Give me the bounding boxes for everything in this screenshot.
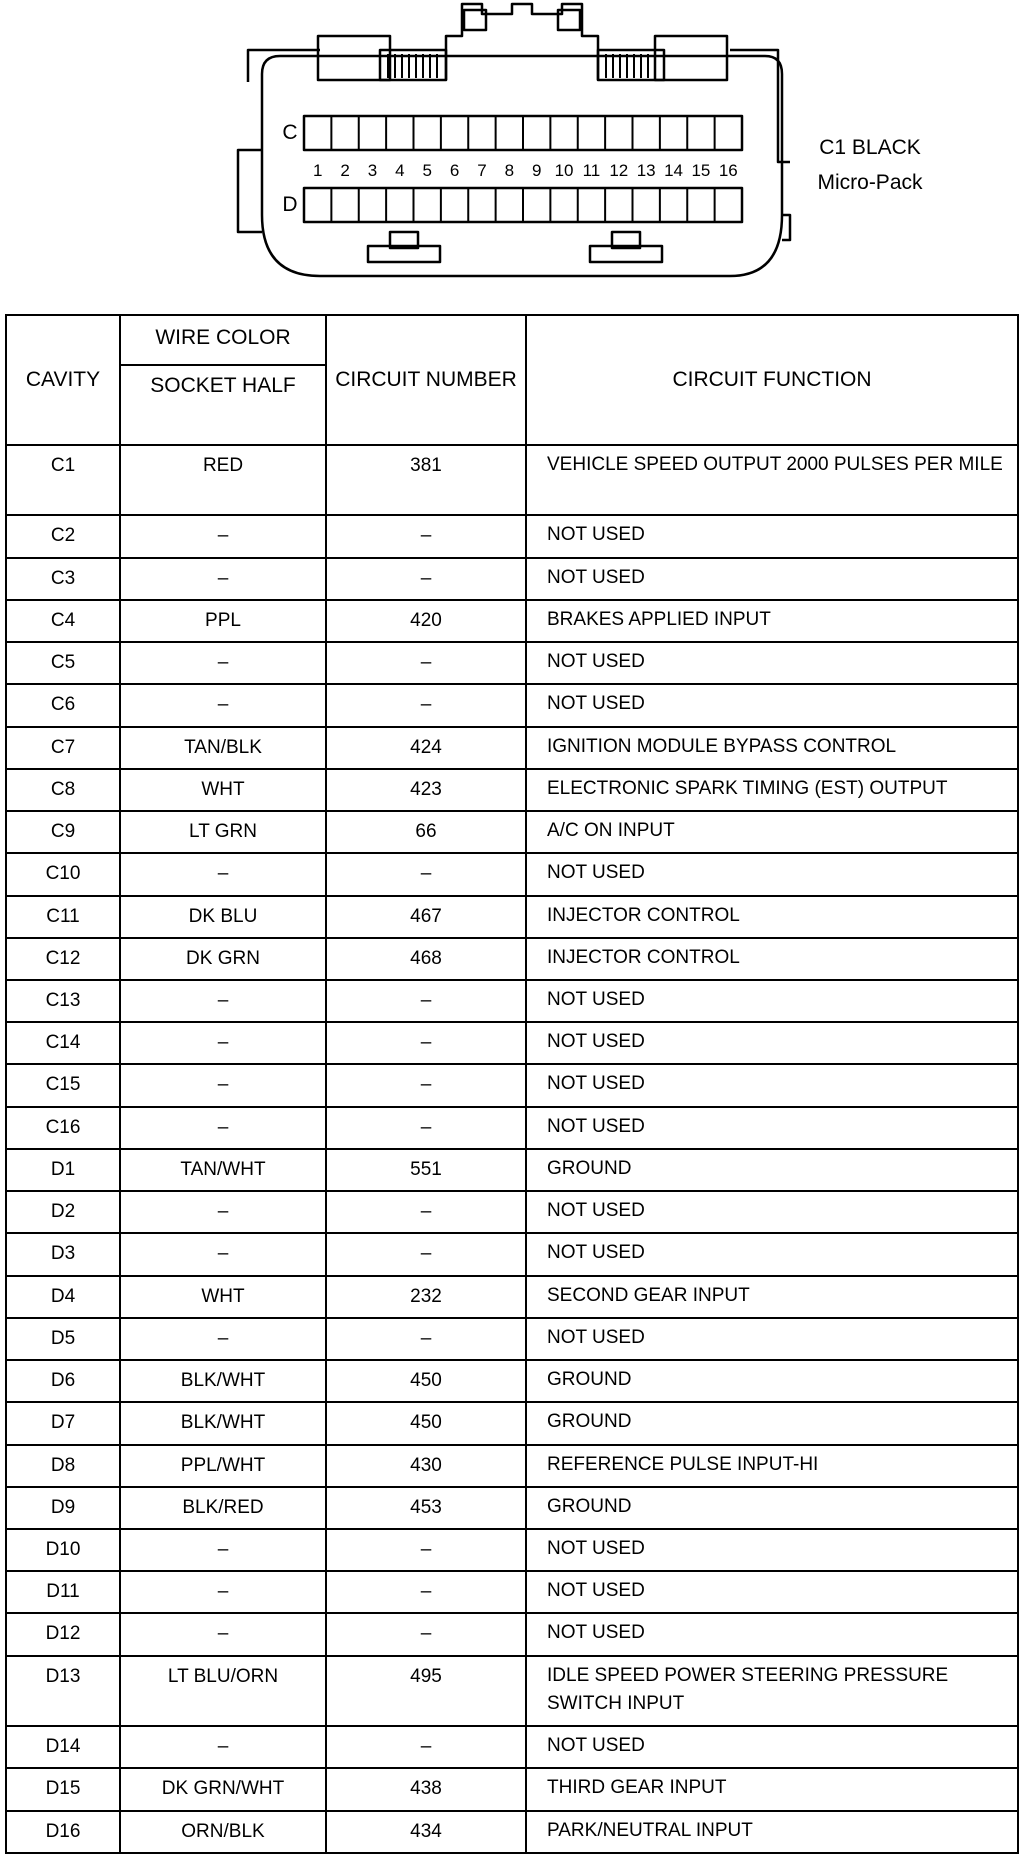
wire-color-cell: BLK/RED (120, 1487, 326, 1529)
connector-name: C1 BLACK (819, 136, 921, 159)
wire-color-cell: – (120, 1318, 326, 1360)
circuit-function-cell: NOT USED (526, 1613, 1018, 1655)
cavity-cell: D3 (6, 1233, 120, 1275)
table-row (6, 811, 1018, 853)
table-row (6, 769, 1018, 811)
circuit-function-cell: NOT USED (526, 1233, 1018, 1275)
cavity-cell: C1 (6, 445, 120, 515)
row-c-label: C (282, 121, 298, 144)
circuit-function-cell: INJECTOR CONTROL (526, 896, 1018, 938)
circuit-function-cell: NOT USED (526, 1064, 1018, 1106)
wire-color-cell: BLK/WHT (120, 1360, 326, 1402)
cavity-cell: D14 (6, 1726, 120, 1768)
wire-color-cell: DK GRN (120, 938, 326, 980)
table-row (6, 1318, 1018, 1360)
circuit-number-cell: – (326, 558, 526, 600)
cavity-cell: D9 (6, 1487, 120, 1529)
cavity-cell: C16 (6, 1107, 120, 1149)
circuit-number-cell: 423 (326, 769, 526, 811)
circuit-number-cell: 420 (326, 600, 526, 642)
header-wire-color (120, 315, 326, 445)
circuit-number-cell: 232 (326, 1276, 526, 1318)
cavity-cell: D4 (6, 1276, 120, 1318)
circuit-number-cell: – (326, 1022, 526, 1064)
wire-color-cell: RED (120, 445, 326, 515)
wire-color-cell: TAN/WHT (120, 1149, 326, 1191)
circuit-number-cell: 450 (326, 1402, 526, 1444)
cavity-cell: D13 (6, 1656, 120, 1726)
table-row (6, 558, 1018, 600)
table-row (6, 727, 1018, 769)
circuit-number-cell: – (326, 1318, 526, 1360)
circuit-function-cell: NOT USED (526, 642, 1018, 684)
table-row (6, 1022, 1018, 1064)
circuit-function-cell: ELECTRONIC SPARK TIMING (EST) OUTPUT (526, 769, 1018, 811)
wire-color-cell: BLK/WHT (120, 1402, 326, 1444)
circuit-function-cell: NOT USED (526, 1107, 1018, 1149)
table-row (6, 515, 1018, 557)
cavity-cell: C14 (6, 1022, 120, 1064)
table-row (6, 1233, 1018, 1275)
wire-color-cell: ORN/BLK (120, 1811, 326, 1853)
wire-color-cell: LT GRN (120, 811, 326, 853)
table-row (6, 445, 1018, 515)
pin-number: 9 (531, 161, 542, 180)
pin-number: 13 (636, 161, 656, 180)
pin-number: 4 (395, 161, 405, 180)
circuit-function-cell: SECOND GEAR INPUT (526, 1276, 1018, 1318)
cavity-cell: D8 (6, 1445, 120, 1487)
circuit-function-cell: IGNITION MODULE BYPASS CONTROL (526, 727, 1018, 769)
wire-color-cell: – (120, 1529, 326, 1571)
pin-number: 11 (582, 161, 601, 180)
wire-color-cell: – (120, 980, 326, 1022)
circuit-function-cell: NOT USED (526, 684, 1018, 726)
wire-color-cell: – (120, 1233, 326, 1275)
cavity-cell: D7 (6, 1402, 120, 1444)
table-row (6, 1529, 1018, 1571)
cavity-cell: C9 (6, 811, 120, 853)
cavity-cell: D6 (6, 1360, 120, 1402)
wire-color-cell: – (120, 558, 326, 600)
pin-number: 16 (718, 161, 738, 180)
pin-number: 5 (422, 161, 432, 180)
cavity-cell: D15 (6, 1768, 120, 1810)
circuit-number-cell: – (326, 684, 526, 726)
circuit-function-cell: NOT USED (526, 980, 1018, 1022)
center-lock (446, 4, 598, 80)
table-row (6, 938, 1018, 980)
circuit-number-cell: – (326, 853, 526, 895)
table-row (6, 1445, 1018, 1487)
circuit-function-cell: IDLE SPEED POWER STEERING PRESSURE SWITCH INPUT (526, 1656, 1018, 1726)
table-row (6, 1191, 1018, 1233)
table-row (6, 1613, 1018, 1655)
header-wire-color-label: WIRE COLOR (121, 316, 325, 366)
pin-number: 2 (340, 161, 350, 180)
table-row (6, 980, 1018, 1022)
cavity-cell: C12 (6, 938, 120, 980)
table-row (6, 1487, 1018, 1529)
circuit-function-cell: NOT USED (526, 515, 1018, 557)
latch-hatching (388, 54, 655, 78)
table-row (6, 1276, 1018, 1318)
circuit-function-cell: REFERENCE PULSE INPUT-HI (526, 1445, 1018, 1487)
table-row (6, 1107, 1018, 1149)
table-row (6, 1360, 1018, 1402)
cavity-cell: D2 (6, 1191, 120, 1233)
circuit-function-cell: NOT USED (526, 558, 1018, 600)
table-row (6, 1064, 1018, 1106)
cavity-cell: D1 (6, 1149, 120, 1191)
pinout-table (5, 314, 1019, 1854)
circuit-number-cell: – (326, 980, 526, 1022)
circuit-function-cell: NOT USED (526, 853, 1018, 895)
circuit-function-cell: THIRD GEAR INPUT (526, 1768, 1018, 1810)
circuit-function-cell: BRAKES APPLIED INPUT (526, 600, 1018, 642)
circuit-number-cell: 467 (326, 896, 526, 938)
header-socket-half: SOCKET HALF (150, 374, 296, 397)
table-row (6, 684, 1018, 726)
circuit-number-cell: – (326, 515, 526, 557)
circuit-number-cell: – (326, 1064, 526, 1106)
pin-number: 12 (609, 161, 629, 180)
circuit-number-cell: – (326, 1191, 526, 1233)
cavity-cell: C15 (6, 1064, 120, 1106)
connector-shell (248, 50, 790, 162)
wire-color-cell: TAN/BLK (120, 727, 326, 769)
circuit-number-cell: – (326, 642, 526, 684)
cavity-cell: C2 (6, 515, 120, 557)
pin-number: 7 (477, 161, 487, 180)
circuit-number-cell: 450 (326, 1360, 526, 1402)
cavity-cell: C13 (6, 980, 120, 1022)
wire-color-cell: – (120, 853, 326, 895)
circuit-number-cell: 438 (326, 1768, 526, 1810)
connector-left-tab (238, 150, 262, 232)
table-row (6, 853, 1018, 895)
pin-number: 6 (449, 161, 460, 180)
circuit-number-cell: 468 (326, 938, 526, 980)
circuit-number-cell: – (326, 1726, 526, 1768)
cavity-cell: D16 (6, 1811, 120, 1853)
wire-color-cell: – (120, 1571, 326, 1613)
wire-color-cell: DK BLU (120, 896, 326, 938)
table-row (6, 1811, 1018, 1853)
wire-color-cell: DK GRN/WHT (120, 1768, 326, 1810)
wire-color-cell: – (120, 1613, 326, 1655)
wire-color-cell: WHT (120, 1276, 326, 1318)
table-row (6, 642, 1018, 684)
circuit-function-cell: PARK/NEUTRAL INPUT (526, 1811, 1018, 1853)
table-row (6, 1768, 1018, 1810)
pinout-rows (6, 445, 1018, 1853)
circuit-number-cell: – (326, 1613, 526, 1655)
circuit-number-cell: – (326, 1233, 526, 1275)
cavity-cell: D5 (6, 1318, 120, 1360)
cavity-cell: C6 (6, 684, 120, 726)
cavity-cell: C7 (6, 727, 120, 769)
circuit-function-cell: NOT USED (526, 1191, 1018, 1233)
circuit-number-cell: – (326, 1571, 526, 1613)
table-row (6, 1402, 1018, 1444)
wire-color-cell: WHT (120, 769, 326, 811)
circuit-number-cell: 495 (326, 1656, 526, 1726)
circuit-number-cell: 66 (326, 811, 526, 853)
header-circuit-function: CIRCUIT FUNCTION (526, 315, 1018, 445)
circuit-function-cell: NOT USED (526, 1318, 1018, 1360)
wire-color-cell: – (120, 515, 326, 557)
circuit-number-cell: 430 (326, 1445, 526, 1487)
wire-color-cell: – (120, 1107, 326, 1149)
circuit-function-cell: GROUND (526, 1149, 1018, 1191)
pin-number: 1 (312, 161, 323, 180)
circuit-function-cell: A/C ON INPUT (526, 811, 1018, 853)
circuit-number-cell: 381 (326, 445, 526, 515)
cavity-cell: C3 (6, 558, 120, 600)
cavity-cell: D12 (6, 1613, 120, 1655)
pin-number: 3 (367, 161, 378, 180)
row-d-label: D (282, 193, 298, 216)
cavity-cell: C4 (6, 600, 120, 642)
circuit-function-cell: NOT USED (526, 1726, 1018, 1768)
circuit-function-cell: NOT USED (526, 1022, 1018, 1064)
circuit-number-cell: – (326, 1529, 526, 1571)
circuit-number-cell: 424 (326, 727, 526, 769)
wire-color-cell: – (120, 1726, 326, 1768)
circuit-number-cell: 453 (326, 1487, 526, 1529)
circuit-function-cell: GROUND (526, 1402, 1018, 1444)
wire-color-cell: – (120, 642, 326, 684)
circuit-function-cell: VEHICLE SPEED OUTPUT 2000 PULSES PER MILE (526, 445, 1018, 515)
wire-color-cell: PPL/WHT (120, 1445, 326, 1487)
pin-number: 15 (691, 161, 711, 180)
circuit-function-cell: GROUND (526, 1487, 1018, 1529)
table-header-row (6, 315, 1018, 445)
circuit-number-cell: – (326, 1107, 526, 1149)
table-row (6, 600, 1018, 642)
connector-type: Micro-Pack (817, 171, 923, 194)
wire-color-cell: – (120, 1064, 326, 1106)
cavity-cell: C11 (6, 896, 120, 938)
header-cavity: CAVITY (6, 315, 120, 445)
cavity-cell: C8 (6, 769, 120, 811)
cavity-cell: C5 (6, 642, 120, 684)
top-right-latch (655, 36, 727, 80)
table-row (6, 1656, 1018, 1726)
circuit-function-cell: INJECTOR CONTROL (526, 938, 1018, 980)
wire-color-cell: PPL (120, 600, 326, 642)
wire-color-cell: – (120, 684, 326, 726)
wire-color-cell: – (120, 1191, 326, 1233)
circuit-function-cell: GROUND (526, 1360, 1018, 1402)
pin-number: 10 (554, 161, 574, 180)
header-circuit-number: CIRCUIT NUMBER (326, 315, 526, 445)
table-row (6, 1726, 1018, 1768)
wire-color-cell: – (120, 1022, 326, 1064)
cavity-cell: C10 (6, 853, 120, 895)
cavity-cell: D10 (6, 1529, 120, 1571)
table-row (6, 1571, 1018, 1613)
table-row (6, 896, 1018, 938)
wire-color-cell: LT BLU/ORN (120, 1656, 326, 1726)
pin-number: 14 (664, 161, 684, 180)
circuit-function-cell: NOT USED (526, 1571, 1018, 1613)
cavity-cell: D11 (6, 1571, 120, 1613)
circuit-function-cell: NOT USED (526, 1529, 1018, 1571)
circuit-number-cell: 551 (326, 1149, 526, 1191)
pin-number: 8 (504, 161, 515, 180)
circuit-number-cell: 434 (326, 1811, 526, 1853)
table-row (6, 1149, 1018, 1191)
